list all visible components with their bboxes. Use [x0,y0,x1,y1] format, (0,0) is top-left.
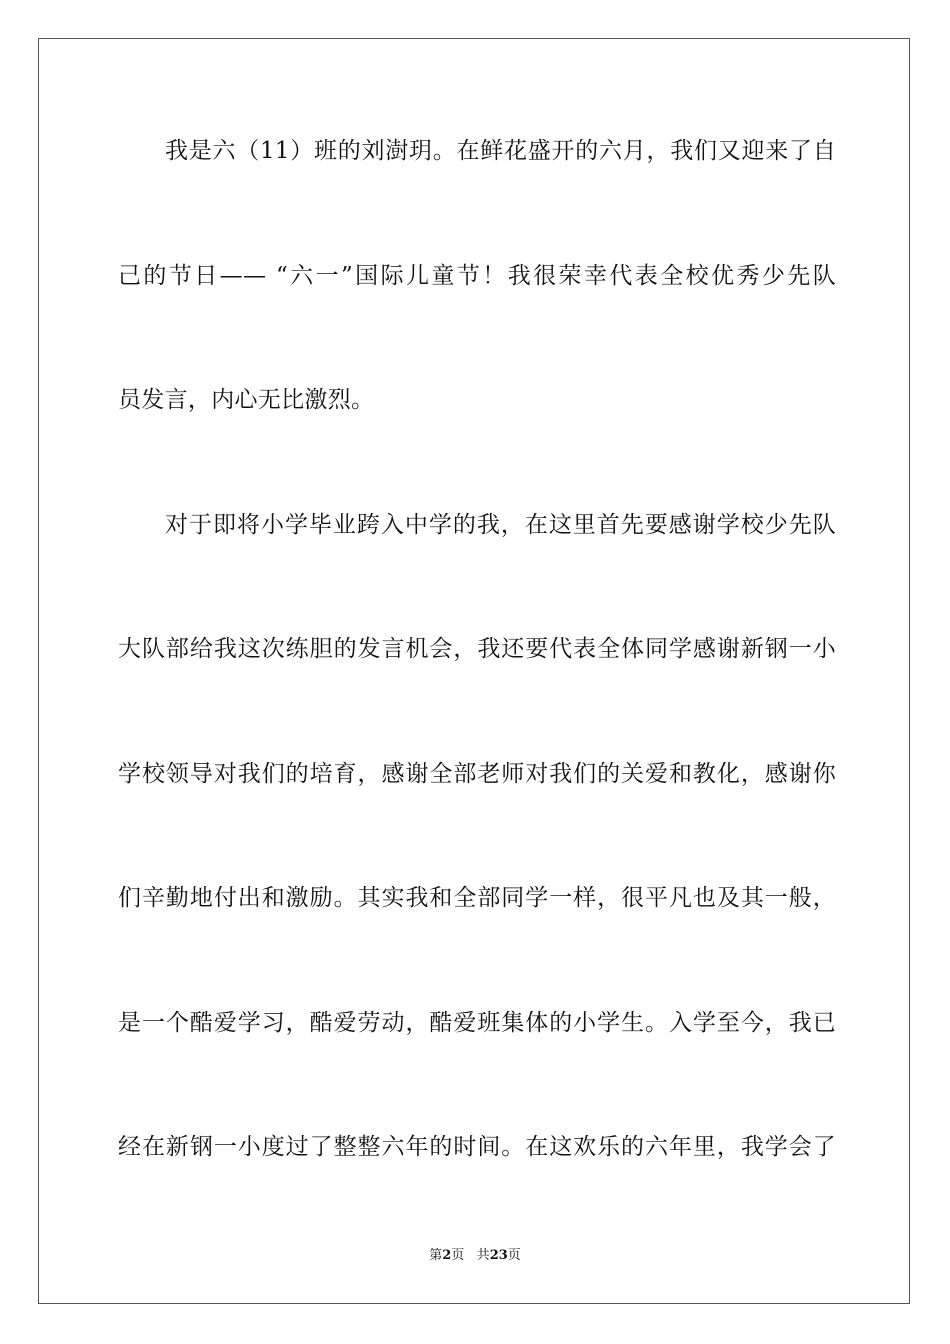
footer-total-prefix: 共 [476,1248,490,1263]
paragraph-2-line-6: 经在新钢一小度过了整整六年的时间。在这欢乐的六年里，我学会了 [118,1134,836,1160]
paragraph-1-line-3: 员发言，内心无比激烈。 [118,387,375,413]
footer-page-suffix: 页 [451,1248,465,1263]
paragraph-2-line-1: 对于即将小学毕业跨入中学的我，在这里首先要感谢学校少先队 [165,512,836,538]
footer-total-suffix: 页 [507,1248,521,1263]
paragraph-2-line-4: 们辛勤地付出和激励。其实我和全部同学一样，很平凡也及其一般， [118,885,836,911]
footer-page-number: 2 [442,1248,452,1263]
paragraph-2-line-3: 学校领导对我们的培育，感谢全部老师对我们的关爱和教化，感谢你 [118,761,836,787]
page-frame [38,38,910,1304]
paragraph-1-line-1: 我是六（11）班的刘澍玥。在鲜花盛开的六月，我们又迎来了自 [165,138,836,164]
footer-page-prefix: 第 [429,1248,443,1263]
paragraph-2-line-2: 大队部给我这次练胆的发言机会，我还要代表全体同学感谢新钢一小 [118,636,836,662]
footer-total-pages: 23 [489,1248,508,1263]
page-footer [0,1247,950,1265]
paragraph-1-line-2: 己的节日—— “六一”国际儿童节！我很荣幸代表全校优秀少先队 [118,263,836,289]
paragraph-2-line-5: 是一个酷爱学习，酷爱劳动，酷爱班集体的小学生。入学至今，我已 [118,1010,836,1036]
